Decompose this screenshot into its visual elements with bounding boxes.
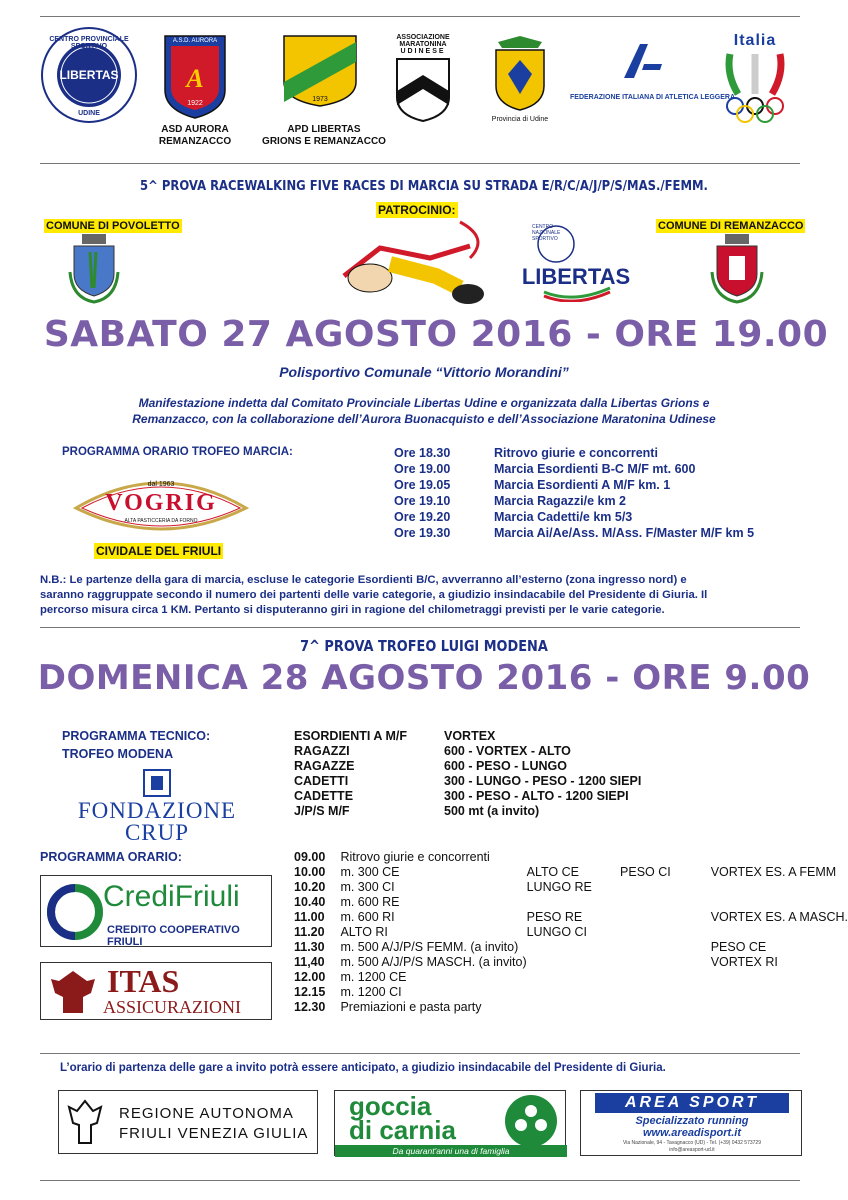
orario-col-a: m. 1200 CI — [340, 985, 402, 999]
orario-row — [294, 865, 848, 880]
credifriuli-tagline: CREDITO COOPERATIVO FRIULI — [107, 924, 240, 948]
regione-line-1: REGIONE AUTONOMA — [119, 1105, 294, 1122]
orario-time: 12.15 — [294, 985, 326, 999]
technical-category: CADETTE — [294, 789, 354, 803]
orario-time: 12.00 — [294, 970, 326, 984]
maratonina-line2: MARATONINA — [399, 41, 447, 48]
orario-col-d — [711, 895, 848, 910]
libertas-udine-logo — [40, 26, 138, 124]
top-rule — [40, 16, 800, 17]
itas-name: ITAS — [107, 963, 180, 999]
goccia-di-carnia-logo — [334, 1090, 566, 1156]
remanzacco-crest — [704, 232, 770, 304]
orario-col-b — [527, 895, 620, 910]
vogrig-logo — [66, 468, 256, 552]
libertas-seal-center: LIBERTAS — [59, 68, 119, 82]
fondazione-line-2: CRUP — [124, 820, 190, 845]
area-sport-logo — [580, 1090, 802, 1156]
footer-bottom-rule — [40, 1180, 800, 1181]
orario-col-d: VORTEX RI — [710, 955, 778, 969]
regione-line-2: FRIULI VENEZIA GIULIA — [119, 1125, 309, 1142]
libertas-seal-ring-top: CENTRO PROVINCIALE SPORTIVO — [49, 36, 129, 50]
orario-row — [294, 970, 848, 985]
orario-row — [294, 895, 848, 910]
orario-time: 11.30 — [294, 940, 325, 954]
orario-col-b: PESO RE — [526, 910, 583, 924]
comune-povoletto-label: COMUNE DI POVOLETTO — [46, 220, 180, 232]
orario-col-c — [620, 940, 711, 955]
schedule-time: Ore 19.10 — [394, 494, 451, 508]
area-sport-tagline: Specializzato running — [635, 1115, 749, 1127]
fidal-caption: FEDERAZIONE ITALIANA DI ATLETICA LEGGERA — [570, 94, 736, 101]
marcia-schedule — [394, 446, 754, 542]
event-divider-rule — [40, 627, 800, 628]
aurora-logo — [158, 34, 232, 148]
goccia-line-1: goccia — [349, 1091, 432, 1121]
schedule-event: Marcia Esordienti A M/F km. 1 — [494, 478, 671, 492]
orario-col-c — [620, 970, 711, 985]
aurora-letter: A — [186, 64, 204, 93]
header-rule — [40, 163, 800, 164]
orario-col-d: PESO CE — [710, 940, 767, 954]
technical-events: 300 - PESO - ALTO - 1200 SIEPI — [444, 789, 629, 803]
itas-tagline: ASSICURAZIONI — [103, 997, 242, 1017]
program-label: PROGRAMMA ORARIO TROFEO MARCIA: — [62, 446, 293, 458]
orario-col-a: ALTO RI — [340, 925, 388, 939]
technical-row — [294, 744, 641, 759]
orario-col-b — [527, 970, 620, 985]
libertas-nazionale-ring: CENTRO NAZIONALE SPORTIVO — [532, 224, 561, 242]
nb-note — [40, 573, 812, 618]
orario-col-d — [711, 925, 848, 940]
orario-col-a: m. 500 A/J/P/S MASCH. (a invito) — [340, 955, 527, 969]
itas-logo — [40, 962, 272, 1020]
area-sport-email: info@areasport-ud.it — [669, 1147, 715, 1153]
aurora-caption-1: ASD AURORA — [161, 124, 229, 135]
orario-col-b — [527, 1000, 620, 1015]
nb-note-line-1: N.B.: Le partenze della gara di marcia, escluse le categorie Esordienti B/C, avverranno all’esterno (zona ingresso nord) e — [40, 574, 687, 586]
orario-col-a: m. 600 RI — [340, 910, 395, 924]
orario-time: 09.00 — [294, 850, 326, 864]
orario-col-d: VORTEX ES. A MASCH. — [710, 910, 848, 924]
orario-col-c — [620, 1000, 711, 1015]
orario-row — [294, 910, 848, 925]
fondazione-crup-logo — [70, 768, 244, 846]
libertas-nazionale-word: LIBERTAS — [521, 264, 631, 289]
orario-col-c — [620, 895, 711, 910]
orario-col-c — [620, 955, 711, 970]
vogrig-tagline: ALTA PASTICCERIA DA FORNO — [124, 518, 198, 524]
schedule-row — [394, 526, 754, 542]
orario-col-a: m. 300 CE — [340, 865, 400, 879]
orario-time: 12.30 — [294, 1000, 326, 1014]
technical-events: 300 - LUNGO - PESO - 1200 SIEPI — [444, 774, 642, 788]
orario-col-b — [527, 850, 620, 865]
orario-col-a: m. 300 CI — [340, 880, 395, 894]
orario-col-d — [711, 850, 848, 865]
technical-row — [294, 804, 641, 819]
aurora-year: 1922 — [187, 100, 203, 107]
technical-events: 600 - VORTEX - ALTO — [444, 744, 571, 758]
nb-note-line-3: percorso misura circa 1 KM. Pertanto si disputeranno giri in ragione del chilometraggi previsti per le varie categorie. — [40, 604, 665, 616]
credifriuli-name: CrediFriuli — [103, 880, 240, 913]
technical-category: CADETTI — [294, 774, 349, 788]
orario-col-c — [620, 880, 711, 895]
apd-libertas-logo — [262, 34, 386, 148]
nb-note-line-2: saranno raggruppate secondo il numero dei partenti delle varie categorie, a giudizio insindacabile del Presidente di Giuria. Il — [40, 589, 708, 601]
schedule-event: Marcia Esordienti B-C M/F mt. 600 — [494, 462, 696, 476]
coni-italia-logo — [718, 32, 792, 126]
technical-row — [294, 789, 641, 804]
technical-row — [294, 759, 641, 774]
orario-col-d — [711, 985, 848, 1000]
fondazione-line-1: FONDAZIONE — [77, 798, 237, 823]
schedule-time: Ore 19.00 — [394, 462, 451, 476]
vogrig-since: dal 1963 — [147, 481, 175, 488]
orario-col-b: LUNGO CI — [526, 925, 588, 939]
libertas-seal-ring-bottom: UDINE — [78, 110, 100, 117]
schedule-row — [394, 494, 754, 510]
vogrig-city: CIVIDALE DEL FRIULI — [96, 544, 222, 558]
tech-label: PROGRAMMA TECNICO: — [62, 729, 211, 743]
schedule-event: Marcia Ai/Ae/Ass. M/Ass. F/Master M/F km 5 — [494, 526, 755, 540]
schedule-time: Ore 19.05 — [394, 478, 451, 492]
orario-col-d — [711, 970, 848, 985]
orario-row — [294, 925, 848, 940]
orario-col-b — [527, 985, 620, 1000]
schedule-event: Marcia Ragazzi/e km 2 — [494, 494, 627, 508]
orario-row — [294, 985, 848, 1000]
schedule-row — [394, 510, 754, 526]
vogrig-name: VOGRIG — [105, 490, 217, 516]
orario-time: 11.20 — [294, 925, 325, 939]
apd-caption-1: APD LIBERTAS — [287, 124, 361, 135]
technical-program — [294, 729, 641, 819]
technical-category: RAGAZZE — [294, 759, 355, 773]
event1-title: 5^ PROVA RACEWALKING FIVE RACES DI MARCIA SU STRADA E/R/C/A/J/P/S/MAS./FEMM. — [140, 178, 708, 194]
orario-time: 11,40 — [294, 955, 325, 969]
schedule-row — [394, 478, 754, 494]
schedule-event: Ritrovo giurie e concorrenti — [494, 446, 658, 460]
maratonina-line3: UDINESE — [400, 48, 446, 55]
orario-col-a: Premiazioni e pasta party — [340, 1000, 482, 1014]
aurora-top-text: A.S.D. AURORA — [172, 38, 218, 44]
event2-title: 7^ PROVA TROFEO LUIGI MODENA — [300, 637, 548, 655]
provincia-udine-logo — [484, 34, 556, 123]
schedule-time: Ore 19.30 — [394, 526, 451, 540]
orario-col-a: Ritrovo giurie e concorrenti — [340, 850, 490, 864]
description-line-2: Remanzacco, con la collaborazione dell’Aurora Buonacquisto e dell’Associazione Maratonina Udinese — [132, 412, 716, 426]
orario-col-b: LUNGO RE — [526, 880, 592, 894]
technical-events: VORTEX — [444, 729, 496, 743]
schedule-event: Marcia Cadetti/e km 5/3 — [494, 510, 633, 524]
orario-time: 11.00 — [294, 910, 325, 924]
description-line-1: Manifestazione indetta dal Comitato Provinciale Libertas Udine e organizzata dalla Libertas Grions e — [138, 396, 710, 410]
orario-col-c — [620, 850, 711, 865]
credifriuli-logo — [40, 875, 272, 947]
orario-col-b — [527, 955, 620, 970]
technical-category: RAGAZZI — [294, 744, 350, 758]
schedule-time: Ore 18.30 — [394, 446, 451, 460]
footer-top-rule — [40, 1053, 800, 1054]
italia-text: Italia — [733, 32, 777, 49]
aurora-caption-2: REMANZACCO — [158, 136, 232, 147]
apd-caption-2: GRIONS E REMANZACCO — [262, 136, 386, 147]
orario-schedule — [294, 850, 848, 1015]
schedule-row — [394, 446, 754, 462]
orario-col-d: VORTEX ES. A FEMM — [710, 865, 837, 879]
event1-date: SABATO 27 AGOSTO 2016 - ORE 19.00 — [43, 314, 829, 355]
orario-time: 10.20 — [294, 880, 326, 894]
orario-row — [294, 1000, 848, 1015]
comune-remanzacco-label: COMUNE DI REMANZACCO — [658, 220, 804, 232]
orario-col-d — [711, 880, 848, 895]
orario-row — [294, 940, 848, 955]
maratonina-line1: ASSOCIAZIONE — [396, 34, 450, 41]
trofeo-label: TROFEO MODENA — [62, 747, 174, 761]
footer-note: L’orario di partenza delle gare a invito potrà essere anticipato, a giudizio insindacabile del Presidente di Giuria. — [60, 1062, 666, 1074]
venue: Polisportivo Comunale “Vittorio Morandini” — [279, 364, 569, 380]
orario-col-b: ALTO CE — [526, 865, 579, 879]
orario-row — [294, 880, 848, 895]
orario-time: 10.40 — [294, 895, 326, 909]
event2-date: DOMENICA 28 AGOSTO 2016 - ORE 9.00 — [37, 658, 811, 698]
area-sport-address: Via Nazionale, 94 - Tavagnacco (UD) - Tel. (+39) 0432 573729 — [622, 1140, 761, 1146]
orario-col-c — [620, 910, 711, 925]
technical-events: 500 mt (a invito) — [444, 804, 540, 818]
orario-col-a: m. 600 RE — [340, 895, 400, 909]
maratonina-logo — [392, 34, 454, 123]
area-sport-name: AREA SPORT — [595, 1093, 789, 1113]
orario-col-c — [620, 925, 711, 940]
goccia-line-2: di carnia — [349, 1115, 456, 1145]
povoletto-crest — [62, 232, 126, 304]
orario-row — [294, 955, 848, 970]
provincia-caption: Provincia di Udine — [491, 116, 549, 123]
technical-category: J/P/S M/F — [294, 804, 350, 818]
schedule-time: Ore 19.20 — [394, 510, 451, 524]
orario-col-c: PESO CI — [620, 865, 671, 879]
area-sport-url: www.areadisport.it — [642, 1127, 741, 1139]
libertas-nazionale-logo — [514, 222, 634, 302]
orario-time: 10.00 — [294, 865, 326, 879]
schedule-row — [394, 462, 754, 478]
orario-col-d — [711, 1000, 848, 1015]
technical-category: ESORDIENTI A M/F — [294, 729, 407, 743]
orario-col-a: m. 1200 CE — [340, 970, 407, 984]
technical-events: 600 - PESO - LUNGO — [444, 759, 567, 773]
orario-col-a: m. 500 A/J/P/S FEMM. (a invito) — [340, 940, 519, 954]
fidal-logo — [570, 40, 736, 101]
orario-row — [294, 850, 848, 865]
orario-label: PROGRAMMA ORARIO: — [40, 850, 182, 864]
goccia-tagline: Da quarant'anni una di famiglia — [335, 1145, 567, 1157]
apd-year: 1973 — [312, 96, 328, 103]
high-jumper-illustration — [340, 218, 500, 310]
orario-col-b — [527, 940, 620, 955]
orario-col-c — [620, 985, 711, 1000]
technical-row — [294, 729, 641, 744]
regione-fvg-logo — [58, 1090, 318, 1154]
technical-row — [294, 774, 641, 789]
patrocinio-label: PATROCINIO: — [378, 203, 456, 217]
